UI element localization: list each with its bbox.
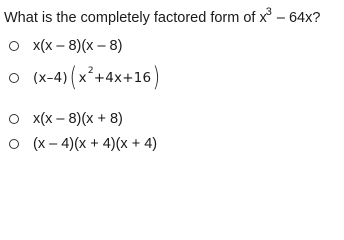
radio-button[interactable] xyxy=(9,139,19,149)
answer-option-3[interactable] xyxy=(9,108,123,130)
factor-base: x xyxy=(78,70,87,86)
question-suffix: – 64x? xyxy=(272,10,321,26)
radio-button[interactable] xyxy=(9,73,19,83)
answer-option-4-label: (x – 4)(x + 4)(x + 4) xyxy=(33,136,158,152)
factor-binomial: (x–4) xyxy=(33,70,68,86)
question-text xyxy=(4,2,320,28)
answer-option-1-label: x(x – 8)(x – 8) xyxy=(33,38,123,54)
answer-option-4[interactable] xyxy=(9,133,157,155)
factor-rest: +4x+16 xyxy=(93,70,152,86)
radio-button[interactable] xyxy=(9,41,19,51)
open-paren: ( xyxy=(69,62,77,93)
answer-option-1[interactable] xyxy=(9,35,122,57)
answer-option-2-label xyxy=(33,62,162,93)
question-exponent: 3 xyxy=(265,6,272,18)
radio-button[interactable] xyxy=(9,114,19,124)
answer-option-3-label: x(x – 8)(x + 8) xyxy=(33,111,123,127)
close-paren: ) xyxy=(152,62,161,93)
question-prefix: What is the completely factored form of x xyxy=(4,10,267,26)
answer-option-2[interactable] xyxy=(9,62,162,93)
factor-exponent: 2 xyxy=(87,66,94,76)
